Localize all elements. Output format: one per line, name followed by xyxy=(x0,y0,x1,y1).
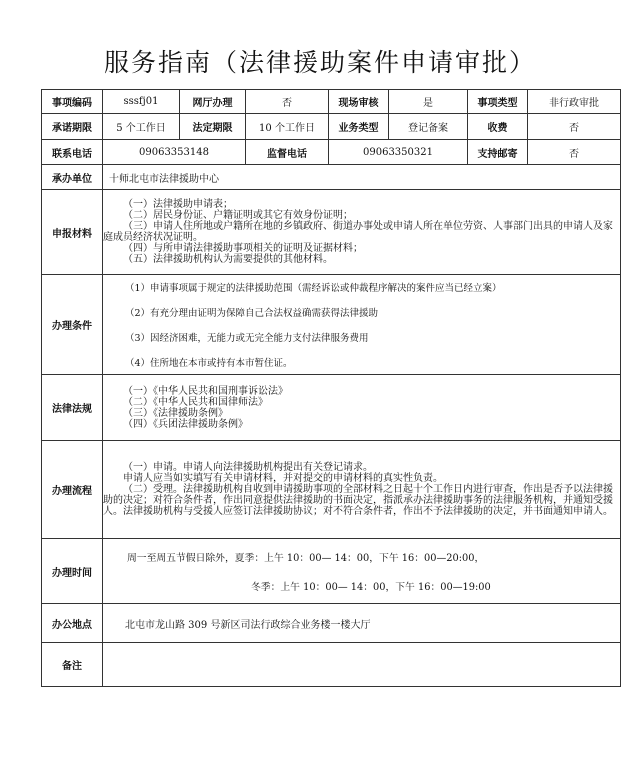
table-row xyxy=(42,441,621,539)
page-title: 服务指南（法律援助案件申请审批） xyxy=(103,48,536,77)
onsite-value: 是 xyxy=(389,90,468,114)
legal-value: 10 个工作日 xyxy=(246,114,329,140)
list-item: （四）《兵团法律援助条例》 xyxy=(123,418,248,430)
note-label: 备注 xyxy=(42,643,103,687)
promise-label: 承诺期限 xyxy=(42,114,103,140)
list-item: （二）受理。法律援助机构自收到申请援助事项的全部材料之日起十个工作日内进行审查，作出是否予以法律援助的决定；对符合条件者，作出同意提供法律援助的书面决定，指派承办法律援助事务的法律服务机构，并通知受援人。法律援助机构与受援人应签订法律援助协议；对不符合条件者，作出不予法律援助的决定，并书面通知申请人。 xyxy=(103,484,613,517)
table-row xyxy=(42,539,621,604)
hours-content xyxy=(103,539,621,604)
promise-value: 5 个工作日 xyxy=(103,114,180,140)
mail-value: 否 xyxy=(528,140,621,165)
laws-content xyxy=(103,375,621,441)
list-item: （二）《中华人民共和国律师法》 xyxy=(123,396,268,408)
table-row xyxy=(42,190,621,275)
online-value: 否 xyxy=(246,90,329,114)
address-value: 北屯市龙山路 309 号新区司法行政综合业务楼一楼大厅 xyxy=(103,604,621,643)
supervise-label: 监督电话 xyxy=(246,140,329,165)
fee-value: 否 xyxy=(528,114,621,140)
process-label: 办理流程 xyxy=(42,441,103,539)
list-item: （4）住所地在本市或持有本市暂住证。 xyxy=(125,358,293,369)
address-label: 办公地点 xyxy=(42,604,103,643)
list-item: （五）法律援助机构认为需要提供的其他材料。 xyxy=(123,254,333,265)
item-code-label: 事项编码 xyxy=(42,90,103,114)
list-item: （三）《法律援助条例》 xyxy=(123,407,228,419)
item-type-value: 非行政审批 xyxy=(528,90,621,114)
item-type-label: 事项类型 xyxy=(468,90,528,114)
online-label: 网厅办理 xyxy=(180,90,246,114)
biz-type-label: 业务类型 xyxy=(329,114,389,140)
list-item: （二）居民身份证、户籍证明或其它有效身份证明； xyxy=(123,210,353,221)
conditions-content xyxy=(103,275,621,375)
list-item: （一）申请。申请人向法律援助机构提出有关登记请求。 xyxy=(123,462,373,473)
materials-label: 申报材料 xyxy=(42,190,103,275)
list-item: 申请人应当如实填写有关申请材料，并对提交的申请材料的真实性负责。 xyxy=(123,473,443,484)
legal-label: 法定期限 xyxy=(180,114,246,140)
supervise-value: 09063350321 xyxy=(329,140,468,165)
hours-label: 办理时间 xyxy=(42,539,103,604)
summer-hours: 周一至周五节假日除外，夏季：上午 10：00— 14：00，下午 16：00—20:00， xyxy=(127,552,485,564)
service-guide-table xyxy=(41,89,621,687)
mail-label: 支持邮寄 xyxy=(468,140,528,165)
table-row xyxy=(42,375,621,441)
list-item: （一）《中华人民共和国刑事诉讼法》 xyxy=(123,385,288,397)
onsite-label: 现场审核 xyxy=(329,90,389,114)
unit-label: 承办单位 xyxy=(42,165,103,190)
process-content xyxy=(103,441,621,539)
table-row xyxy=(42,90,621,114)
list-item: （2）有充分理由证明为保障自己合法权益确需获得法律援助 xyxy=(125,308,379,319)
list-item: （三）申请人住所地或户籍所在地的乡镇政府、街道办事处或申请人所在单位劳资、人事部门出具的申请人及家庭成员经济状况证明。 xyxy=(103,221,613,243)
list-item: （3）因经济困难，无能力或无完全能力支付法律服务费用 xyxy=(125,333,369,344)
phone-label: 联系电话 xyxy=(42,140,103,165)
table-row xyxy=(42,114,621,140)
laws-label: 法律法规 xyxy=(42,375,103,441)
table-row xyxy=(42,643,621,687)
conditions-label: 办理条件 xyxy=(42,275,103,375)
biz-type-value: 登记备案 xyxy=(389,114,468,140)
list-item: （四）与所申请法律援助事项相关的证明及证据材料； xyxy=(123,243,363,254)
note-value xyxy=(103,643,621,687)
table-row xyxy=(42,140,621,165)
list-item: （一）法律援助申请表； xyxy=(123,199,233,210)
table-row xyxy=(42,604,621,643)
materials-content xyxy=(103,190,621,275)
list-item: （1）申请事项属于规定的法律援助范围（需经诉讼或仲裁程序解决的案件应当已经立案） xyxy=(125,283,502,294)
fee-label: 收费 xyxy=(468,114,528,140)
phone-value: 09063353148 xyxy=(103,140,246,165)
table-row xyxy=(42,275,621,375)
winter-hours: 冬季：上午 10：00— 14：00，下午 16：00—19:00 xyxy=(251,581,491,593)
unit-value: 十师北屯市法律援助中心 xyxy=(103,165,621,190)
item-code-value: sssfj01 xyxy=(103,90,180,114)
table-row xyxy=(42,165,621,190)
